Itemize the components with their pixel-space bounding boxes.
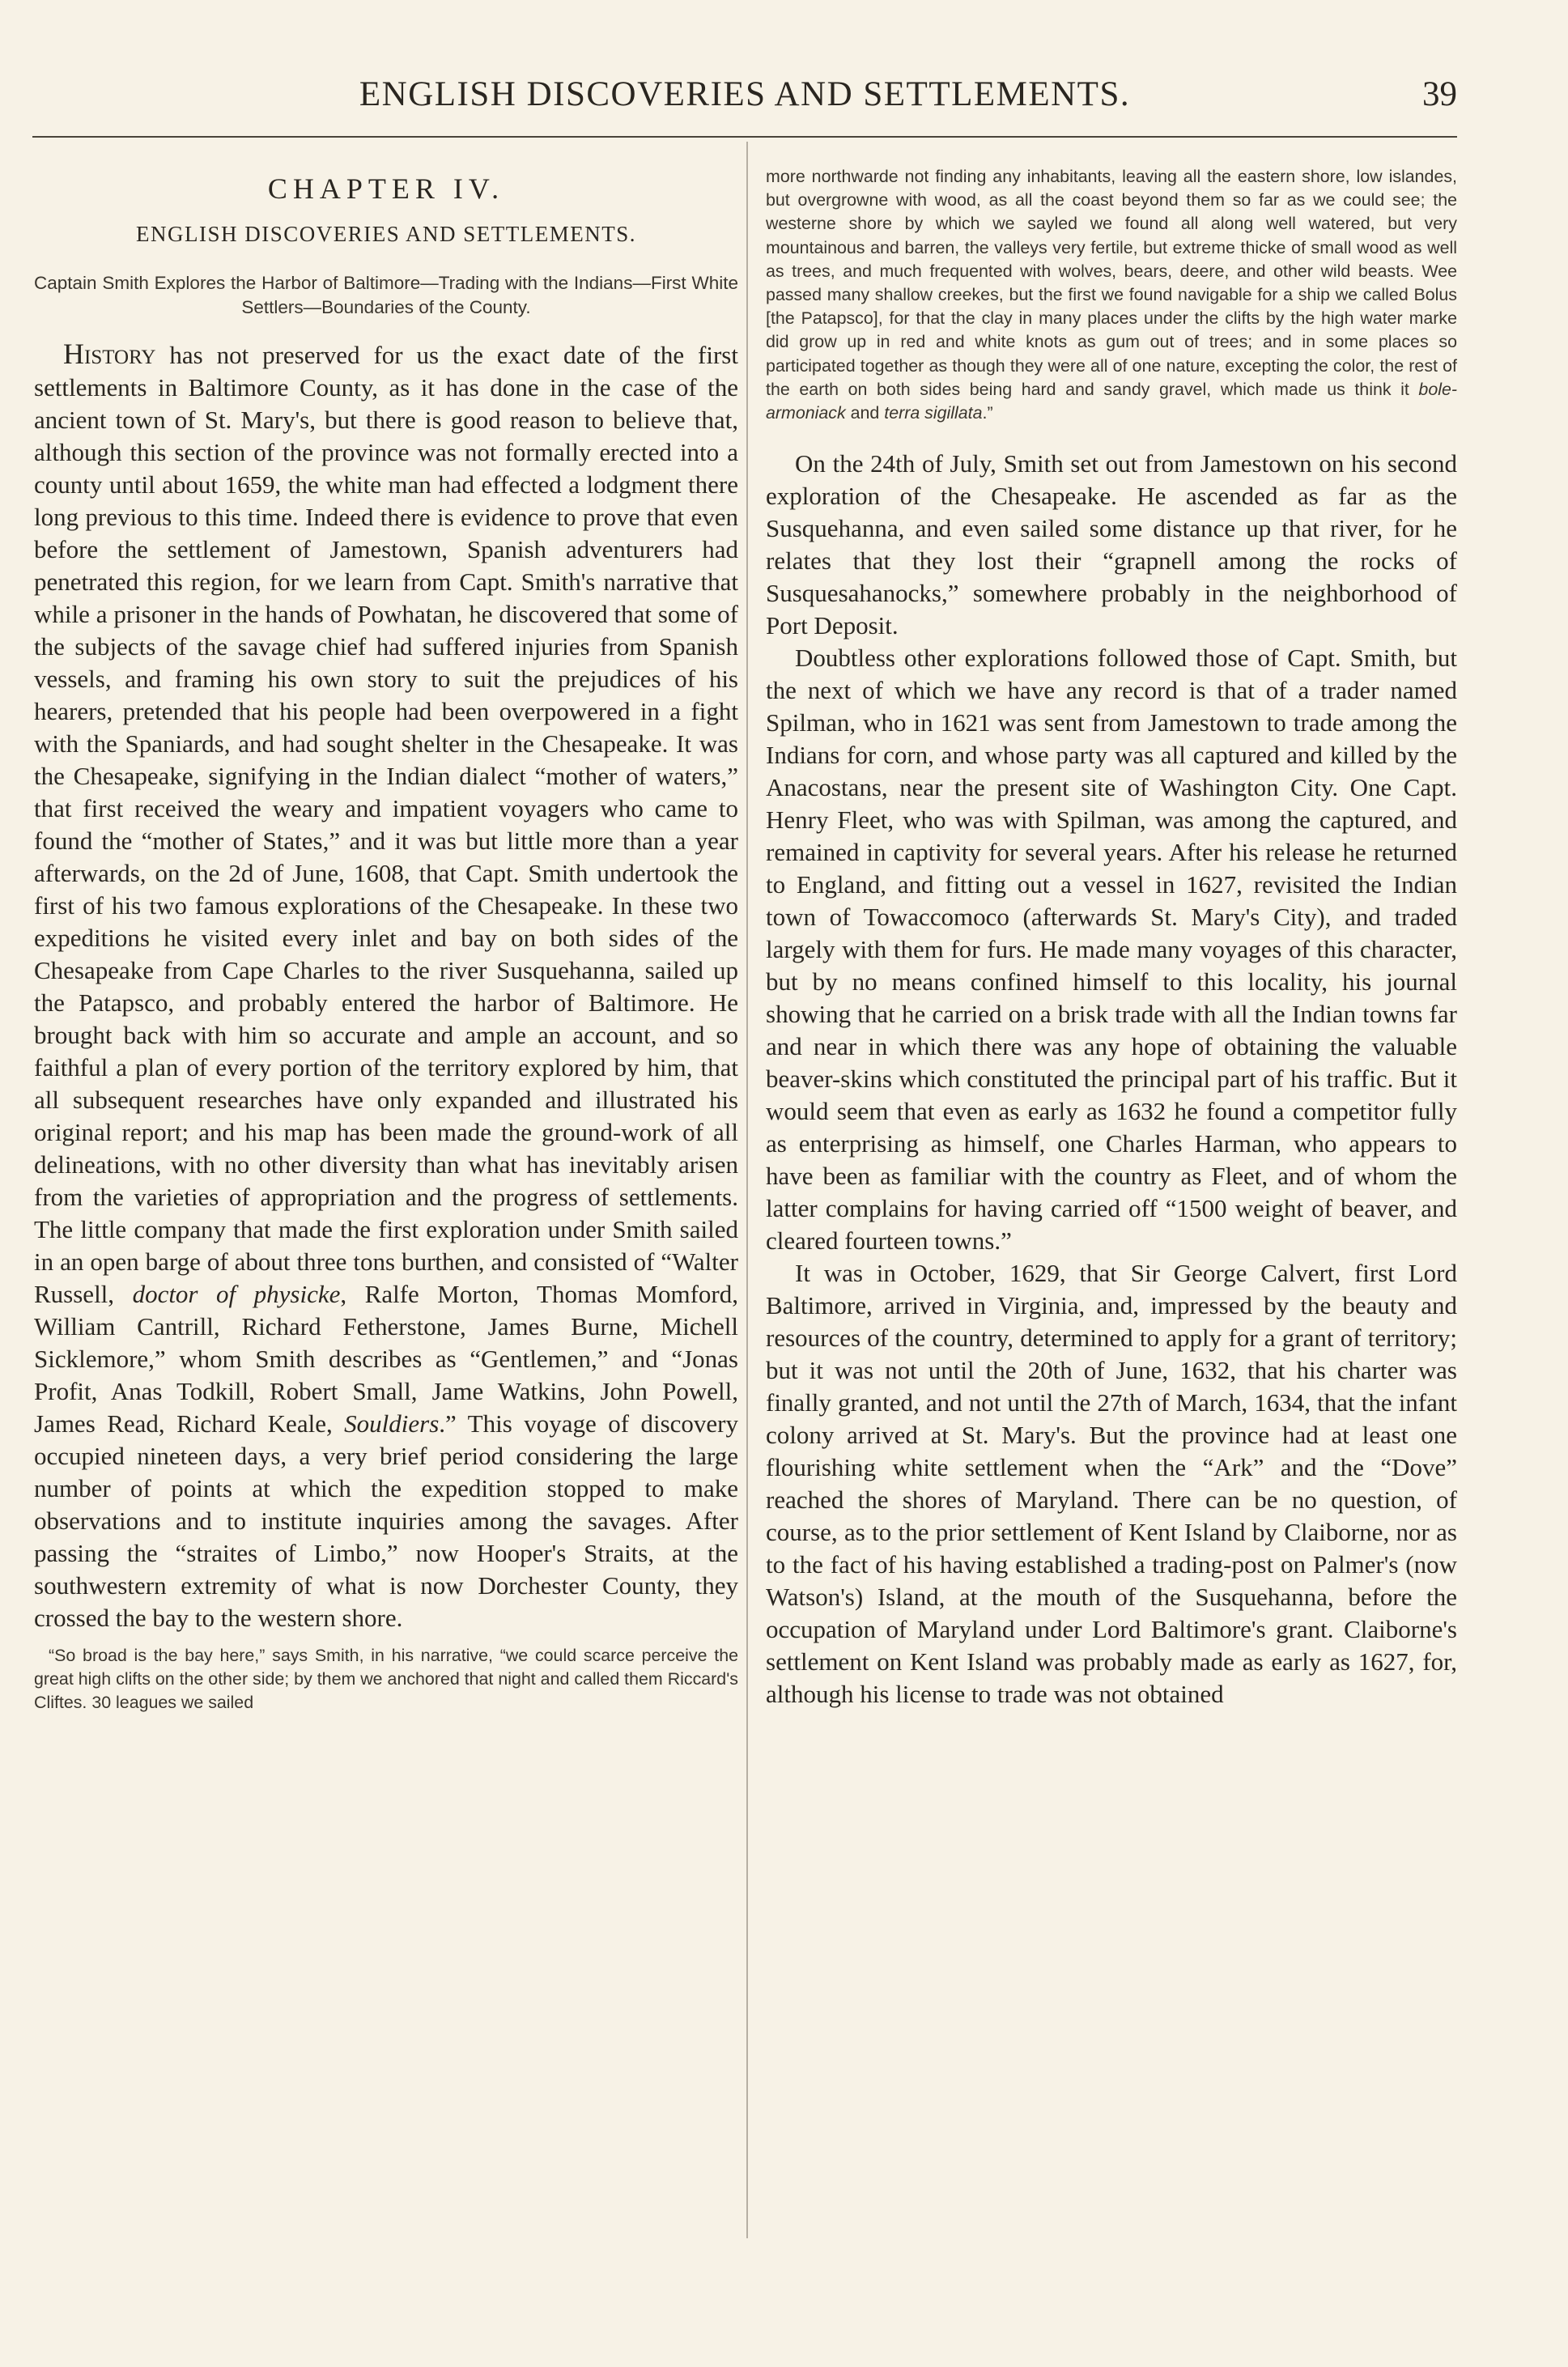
italic-text: Souldiers	[344, 1409, 440, 1438]
quotation-text: .”	[982, 403, 993, 423]
right-column	[766, 165, 1457, 1710]
quotation-continued	[766, 165, 1457, 425]
paragraph-text: has not preserved for us the exact date of the first settlements in Baltimore County, as it has done in the case of the ancient town of St. Mary's, but there is good reason to believe that, although this section of the province was not formally erected into a county until about 1659, the white man had effected a lodgment there long previous to this time. Indeed there is evidence to prove that even before the settlement of Jamestown, Spanish adventurers had penetrated this region, for we learn from Capt. Smith's narrative that while a prisoner in the hands of Powhatan, he discovered that some of the subjects of the savage chief had suffered injuries from Spanish vessels, and framing his own story to suit the prejudices of his hearers, pretended that his people had been overpowered in a fight with the Spaniards, and had sought shelter in the Chesapeake. It was the Chesapeake, signifying in the Indian dialect “mother of waters,” that first received the weary and impatient voyagers who came to found the “mother of States,” and it was but little more than a year afterwards, on the 2d of June, 1608, that Capt. Smith undertook the first of his two famous explorations of the Chesapeake. In these two expeditions he visited every inlet and bay on both sides of the Chesapeake from Cape Charles to the river Susquehanna, sailed up the Patapsco, and probably entered the harbor of Baltimore. He brought back with him so accurate and ample an account, and so faithful a plan of every portion of the territory explored by him, that all subsequent researches have only expanded and illustrated his original report; and his map has been made the ground-work of all delineations, with no other diversity than what has inevitably arisen from the varieties of appropriation and the progress of settlements. The little company that made the first exploration under Smith sailed in an open barge of about three tons burthen, and consisted of “Walter Russell,	[34, 341, 738, 1308]
running-header	[32, 74, 1457, 125]
quotation-text: and	[845, 403, 885, 423]
paragraph-text: , Ralfe Morton, Thomas Momford, William Cantrill, Richard Fetherstone, James Burne, Michell Sicklemore,” whom Smith describes as “Gentlemen,” and “Jonas Profit, Anas Todkill, Robert Small, Jame Watkins, John Powell, James Read, Richard Keale,	[34, 1280, 738, 1438]
chapter-number: CHAPTER IV.	[267, 172, 505, 205]
chapter-synopsis: Captain Smith Explores the Harbor of Baltimore—Trading with the Indians—First White Settlers—Boundaries of the County.	[34, 273, 738, 317]
drop-lead-word: History	[63, 338, 156, 370]
column-divider	[746, 142, 748, 2238]
running-header-title: ENGLISH DISCOVERIES AND SETTLEMENTS.	[359, 75, 1131, 113]
chapter-title: ENGLISH DISCOVERIES AND SETTLEMENTS.	[136, 222, 636, 246]
quotation-text: more northwarde not finding any inhabitants, leaving all the eastern shore, low islandes, but overgrowne with wood, as all the coast beyond them so far as we could see; the westerne shore by which we sayled we found all along well watered, but very mountainous and barren, the valleys very fertile, but extreme thicke of small wood as well as trees, and much frequented with wolves, bears, deere, and other wild beasts. Wee passed many shallow creekes, but the first we found navigable for a ship we called Bolus [the Patapsco], for that the clay in many places under the clifts by the high water marke did grow up in red and white knots as gum out of trees; and in some places so participated together as though they were all of one nature, excepting the color, the rest of the earth on both sides being hard and sandy gravel, which made us think it	[766, 167, 1457, 399]
body-paragraph	[34, 338, 738, 1634]
paragraph-text: .” This voyage of discovery occupied nineteen days, a very brief period considering the large number of points at which the expedition stopped to make observations and to institute inquiries among the savages. After passing the “straites of Limbo,” now Hooper's Straits, at the southwestern extremity of what is now Dorchester County, they crossed the bay to the western shore.	[34, 1409, 738, 1632]
body-paragraph: It was in October, 1629, that Sir George Calvert, first Lord Baltimore, arrived in Virginia, and, impressed by the beauty and resources of the country, determined to apply for a grant of territory; but it was not until the 20th of June, 1632, that his charter was finally granted, and not until the 27th of March, 1634, that the infant colony arrived at St. Mary's. But the province had at least one flourishing white settlement when the “Ark” and the “Dove” reached the shores of Maryland. There can be no question, of course, as to the prior settlement of Kent Island by Claiborne, nor as to the fact of his having established a trading-post on Palmer's (now Watson's) Island, at the mouth of the Susquehanna, before the occupation of Maryland under Lord Baltimore's grant. Claiborne's settlement on Kent Island was probably made as early as 1627, for, although his license to trade was not obtained	[766, 1259, 1457, 1709]
italic-text: bole-armoniack	[766, 379, 1457, 423]
body-paragraph: Doubtless other explorations followed those of Capt. Smith, but the next of which we have any record is that of a trader named Spilman, who in 1621 was sent from Jamestown to trade among the Indians for corn, and whose party was all captured and killed by the Anacostans, near the present site of Washington City. One Capt. Henry Fleet, who was with Spilman, was among the captured, and remained in captivity for several years. After his release he returned to England, and fitting out a vessel in 1627, revisited the Indian town of Towaccomoco (afterwards St. Mary's City), and traded largely with them for furs. He made many voyages of this character, but by no means confined himself to this locality, his journal showing that he carried on a brisk trade with all the Indian towns far and near in which there was any hope of obtaining the valuable beaver-skins which constituted the principal part of his traffic. But it would seem that even as early as 1632 he found a competitor fully as enterprising as himself, one Charles Harman, who appears to have been as familiar with the country as Fleet, and of whom the latter complains for having carried off “1500 weight of beaver, and cleared fourteen towns.”	[766, 644, 1457, 1256]
left-column	[34, 162, 738, 1715]
quotation-text: “So broad is the bay here,” says Smith, in his narrative, “we could scarce perceive the great high clifts on the other side; by them we anchored that night and called them Riccard's Cliftes. 30 leagues we sailed	[34, 1646, 738, 1713]
italic-text: doctor of physicke	[132, 1280, 341, 1308]
header-rule	[32, 136, 1457, 138]
italic-text: terra sigillata	[884, 403, 983, 423]
page-number: 39	[1422, 75, 1457, 113]
body-paragraph: On the 24th of July, Smith set out from Jamestown on his second exploration of the Chesapeake. He ascended as far as the Susquehanna, and even sailed some distance up that river, for he relates that they lost their “grapnell among the rocks of Susquesahanocks,” somewhere probably in the neighborhood of Port Deposit.	[766, 449, 1457, 640]
